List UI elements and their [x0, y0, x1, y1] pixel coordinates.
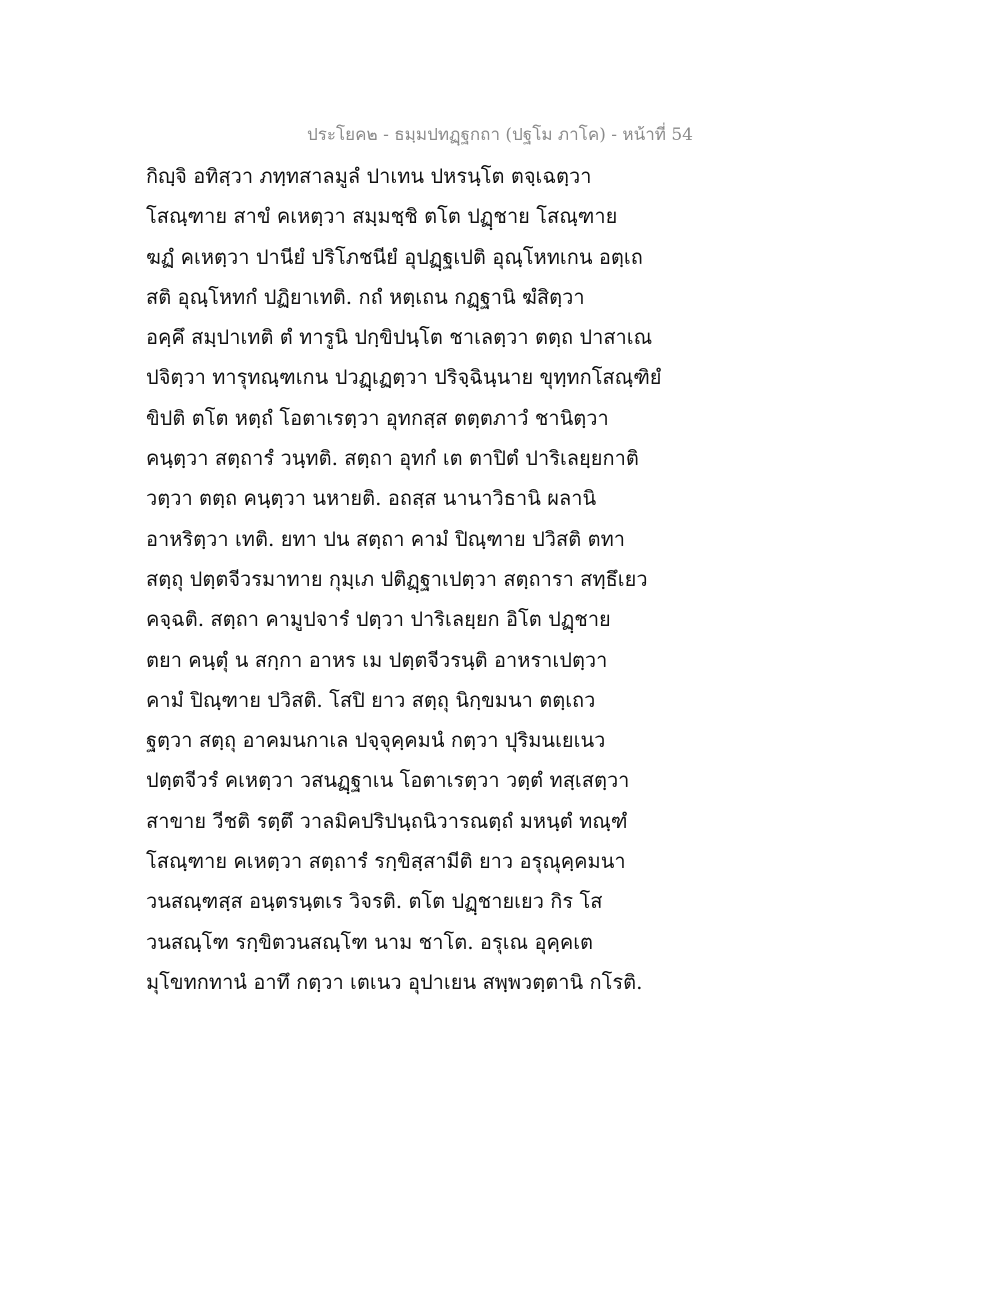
text-line: ปตฺตจีวรํ คเหตฺวา วสนฏฺฐาเน โอตาเรตฺวา วตฺตํ ทสฺเสตฺวา: [146, 768, 630, 793]
text-line: วตฺวา ตตฺถ คนฺตฺวา นหายติ. อถสฺส นานาวิธานิ ผลานิ: [146, 486, 597, 511]
text-line: ปจิตฺวา ทารุทณฺฑเกน ปวฏฺเฏตฺวา ปริจฺฉินฺนาย ขุทฺทกโสณฺฑิยํ: [146, 365, 662, 390]
text-line: มุโขทกทานํ อาทึ กตฺวา เตเนว อุปาเยน สพฺพวตฺตานิ กโรติ.: [146, 969, 643, 994]
text-line: คจฺฉติ. สตฺถา คามูปจารํ ปตฺวา ปาริเลยฺยก อิโต ปฏฺชาย: [146, 607, 611, 632]
body-text: [146, 156, 866, 1002]
text-line: สติ อุณฺโหทกํ ปฏิยาเทติ. กถํ หตฺเถน กฏฺฐานิ ฆํสิตฺวา: [146, 284, 585, 309]
text-line: สาขาย วีชติ รตฺตึ วาลมิคปริปนฺถนิวารณตฺถํ มหนฺตํ ทณฺฑํ: [146, 808, 628, 833]
text-line: วนสณฺฑสฺส อนฺตรนฺตเร วิจรติ. ตโต ปฏฺชายเยว กิร โส: [146, 889, 603, 914]
text-line: อคฺคึ สมฺปาเทติ ตํ ทารูนิ ปกฺขิปนฺโต ชาเลตฺวา ตตฺถ ปาสาเณ: [146, 325, 653, 350]
text-line: ฐตฺวา สตฺถุ อาคมนกาเล ปจฺจุคฺคมนํ กตฺวา ปุริมนเยเนว: [146, 728, 606, 753]
text-line: คนฺตฺวา สตฺถารํ วนฺทติ. สตฺถา อุทกํ เต ตาปิตํ ปาริเลยฺยกาติ: [146, 446, 639, 471]
text-line: ตยา คนฺตุํ น สกฺกา อาหร เม ปตฺตจีวรนฺติ อาหราเปตฺวา: [146, 647, 608, 672]
text-line: โสณฺฑาย สาขํ คเหตฺวา สมฺมชฺชิ ตโต ปฏฺชาย โสณฺฑาย: [146, 204, 618, 229]
page-header: ประโยค๒ - ธมฺมปทฏฺฐกถา (ปฐโม ภาโค) - หน้าที่ 54: [307, 125, 693, 145]
text-line: กิญฺจิ อทิสฺวา ภทฺทสาลมูลํ ปาเทน ปหรนฺโต ตจฺเฉตฺวา: [146, 164, 592, 188]
text-line: อาหริตฺวา เทติ. ยทา ปน สตฺถา คามํ ปิณฺฑาย ปวิสติ ตทา: [146, 526, 625, 551]
text-line: ขิปติ ตโต หตฺถํ โอตาเรตฺวา อุทกสฺส ตตฺตภาวํ ชานิตฺวา: [146, 405, 609, 430]
text-line: วนสณฺโฑ รกฺขิตวนสณฺโฑ นาม ชาโต. อรุเณ อุคฺคเต: [146, 929, 594, 954]
text-line: สตฺถุ ปตฺตจีวรมาทาย กุมฺเภ ปติฏฺฐาเปตฺวา สตฺถารา สทฺธึเยว: [146, 566, 648, 591]
text-line: ฆฏํ คเหตฺวา ปานียํ ปริโภชนียํ อุปฏฺฐเปติ อุณฺโหทเกน อตฺเถ: [146, 244, 643, 269]
text-line: คามํ ปิณฺฑาย ปวิสติ. โสปิ ยาว สตฺถุ นิกฺขมนา ตตฺเถว: [146, 687, 596, 712]
text-line: โสณฺฑาย คเหตฺวา สตฺถารํ รกฺขิสฺสามีติ ยาว อรุณุคฺคมนา: [146, 849, 626, 874]
